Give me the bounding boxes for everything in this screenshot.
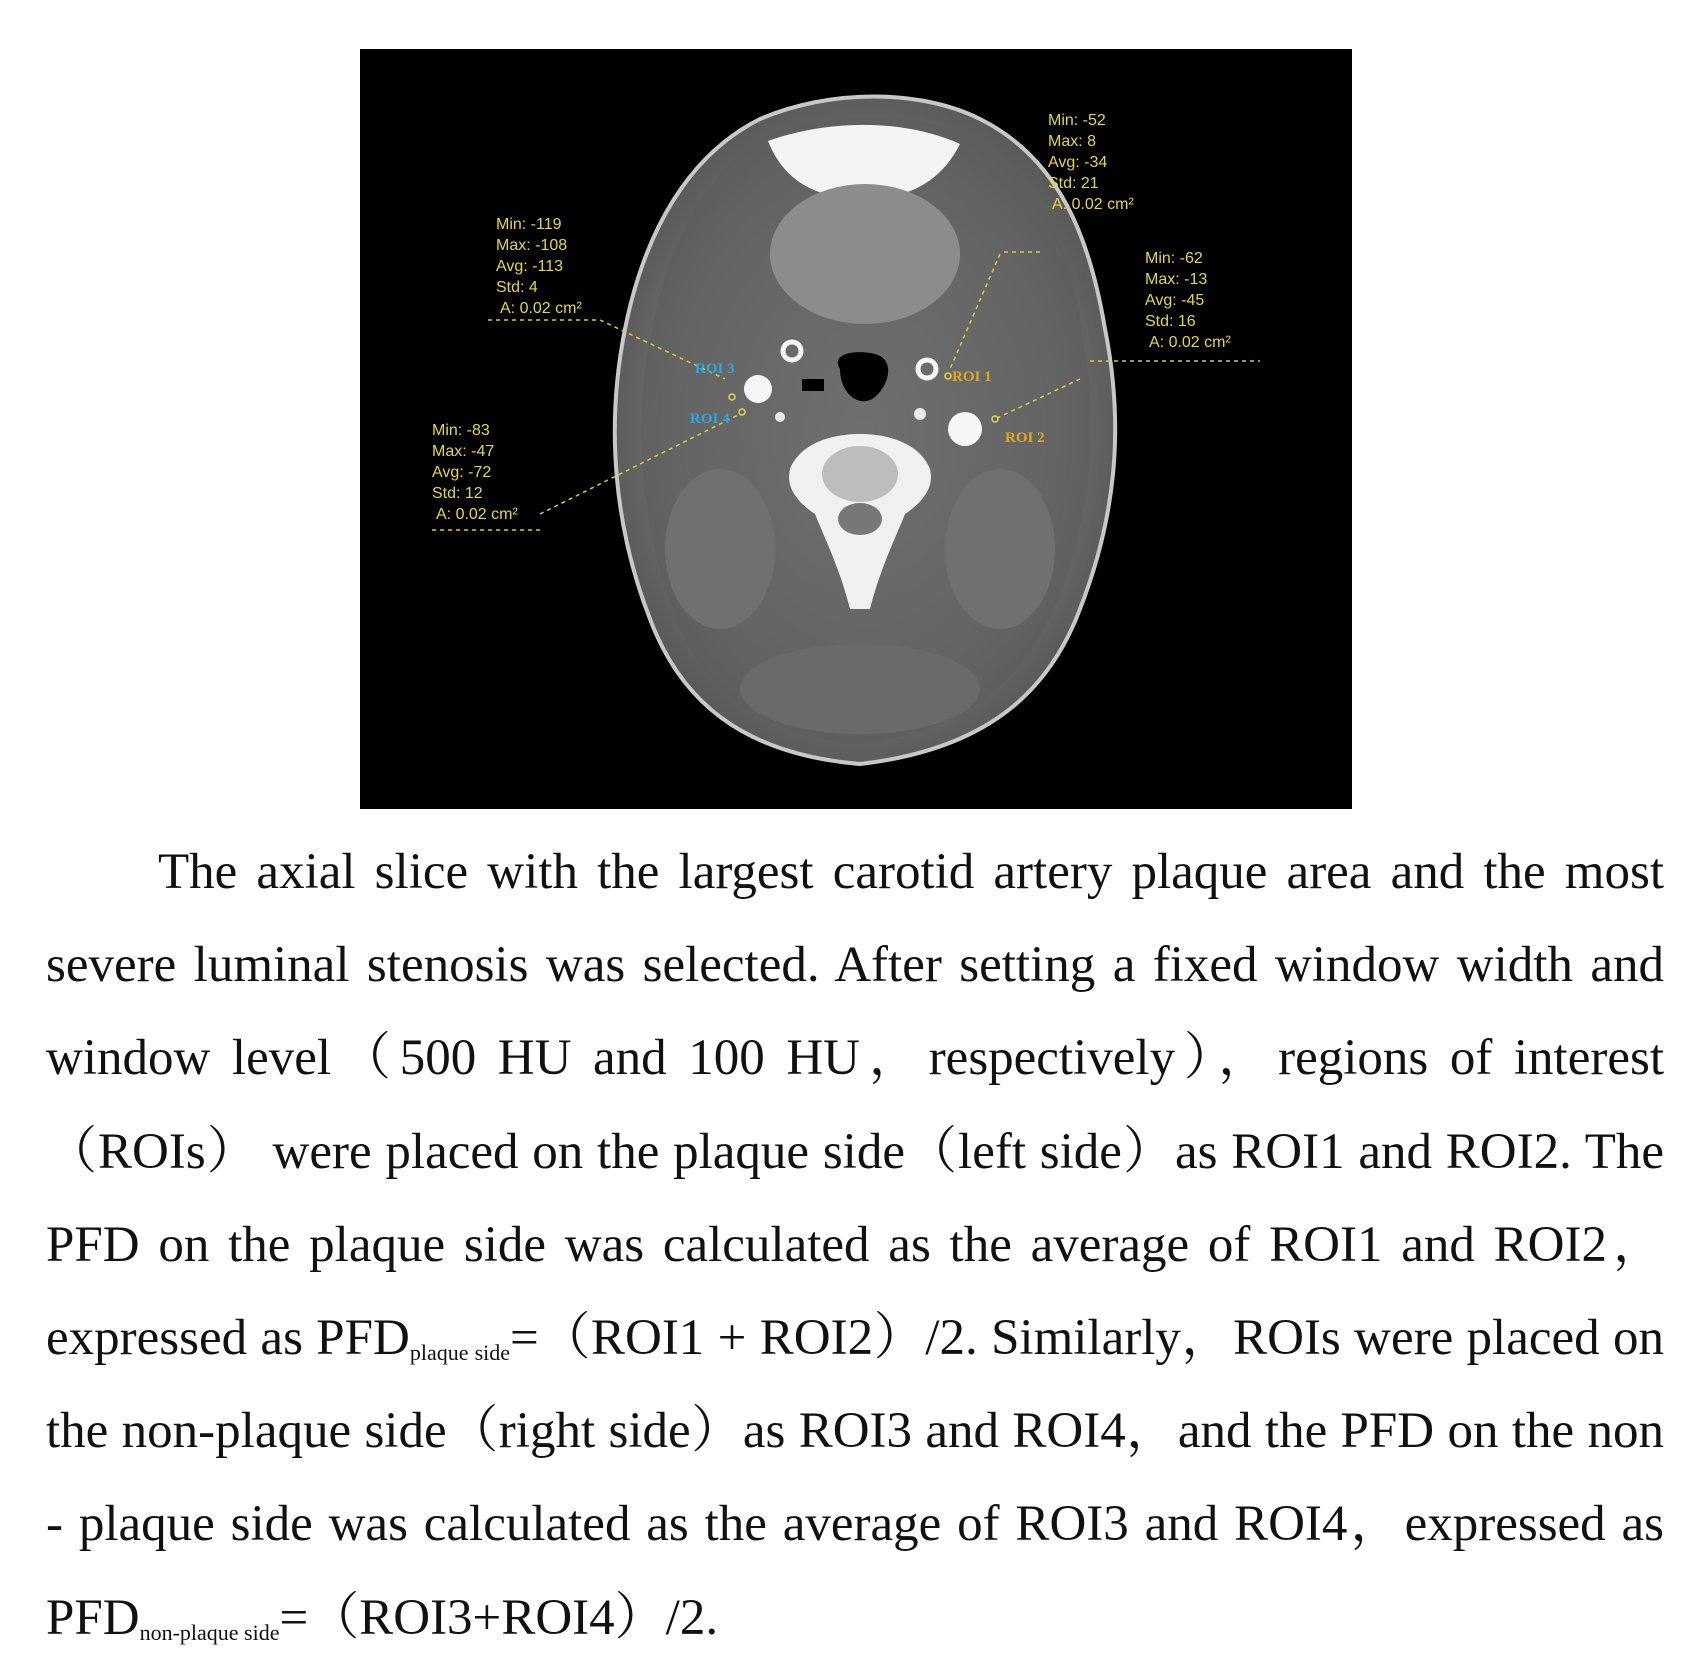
carotid-left bbox=[948, 412, 982, 446]
figure-caption bbox=[46, 826, 1664, 1665]
measurement-line: Avg: -113 bbox=[496, 258, 564, 275]
spinal-canal bbox=[838, 503, 882, 535]
subscript-plaque-side: plaque side bbox=[409, 1340, 511, 1366]
measurement-roi3-box bbox=[496, 216, 582, 317]
subscript-non-plaque-side: non-plaque side bbox=[139, 1619, 280, 1645]
vertebral-body bbox=[822, 446, 898, 502]
measurement-line: Std: 12 bbox=[432, 485, 483, 502]
measurement-line: Avg: -72 bbox=[432, 464, 492, 481]
measurement-line: Max: -108 bbox=[496, 237, 568, 254]
measurement-line: A: 0.02 cm² bbox=[436, 506, 518, 523]
roi2-label: ROI 2 bbox=[1005, 430, 1045, 446]
airway-small bbox=[802, 379, 824, 391]
measurement-line: Min: -62 bbox=[1145, 250, 1203, 267]
measurement-line: Std: 16 bbox=[1145, 313, 1196, 330]
measurement-line: Max: -13 bbox=[1145, 271, 1208, 288]
measurement-roi1-box bbox=[1048, 112, 1134, 213]
muscle-right bbox=[665, 469, 775, 629]
vessel-dot-2 bbox=[775, 412, 785, 422]
measurement-line: Std: 21 bbox=[1048, 175, 1099, 192]
caption-text-part2: =（ROI1 + ROI2）/2. Similarly，ROIs were placed on the non-plaque side（right side）as ROI3 and ROI4，and the PFD on the non - plaque side was calculated as the average of ROI3 and ROI4，expressed as PFD bbox=[46, 1310, 1664, 1646]
measurement-line: A: 0.02 cm² bbox=[1052, 196, 1134, 213]
measurement-line: Avg: -45 bbox=[1145, 292, 1205, 309]
ct-axial-slice-image bbox=[360, 49, 1352, 809]
roi4-label: ROI 4 bbox=[690, 411, 730, 427]
vessel-dot-1 bbox=[914, 408, 926, 420]
measurement-line: Max: -47 bbox=[432, 443, 495, 460]
roi3-label: ROI 3 bbox=[695, 361, 735, 377]
muscle-left bbox=[945, 469, 1055, 629]
measurement-line: Min: -119 bbox=[496, 216, 562, 233]
roi1-label: ROI 1 bbox=[952, 369, 992, 385]
tongue bbox=[770, 184, 960, 324]
measurement-line: Avg: -34 bbox=[1048, 154, 1108, 171]
measurement-roi4-box bbox=[432, 422, 518, 523]
measurement-line: A: 0.02 cm² bbox=[500, 300, 582, 317]
measurement-roi2-box bbox=[1145, 250, 1231, 351]
measurement-line: Min: -83 bbox=[432, 422, 490, 439]
measurement-line: Max: 8 bbox=[1048, 133, 1097, 150]
carotid-right bbox=[744, 375, 772, 403]
measurement-line: Std: 4 bbox=[496, 279, 538, 296]
caption-text-part1: The axial slice with the largest carotid artery plaque area and the most severe luminal stenosis was selected. After setting a fixed window width and window level（500 HU and 100 HU，respectively），regions of interest（ROIs） were placed on the plaque side（left side）as ROI1 and ROI2. The PFD on the plaque side was calculated as the average of ROI1 and ROI2，expressed as PFD bbox=[46, 844, 1664, 1367]
measurement-line: A: 0.02 cm² bbox=[1149, 334, 1231, 351]
ct-scan-figure bbox=[360, 49, 1352, 809]
posterior-muscle bbox=[740, 644, 980, 734]
measurement-line: Min: -52 bbox=[1048, 112, 1106, 129]
caption-text-part3: =（ROI3+ROI4）/2. bbox=[279, 1589, 719, 1646]
